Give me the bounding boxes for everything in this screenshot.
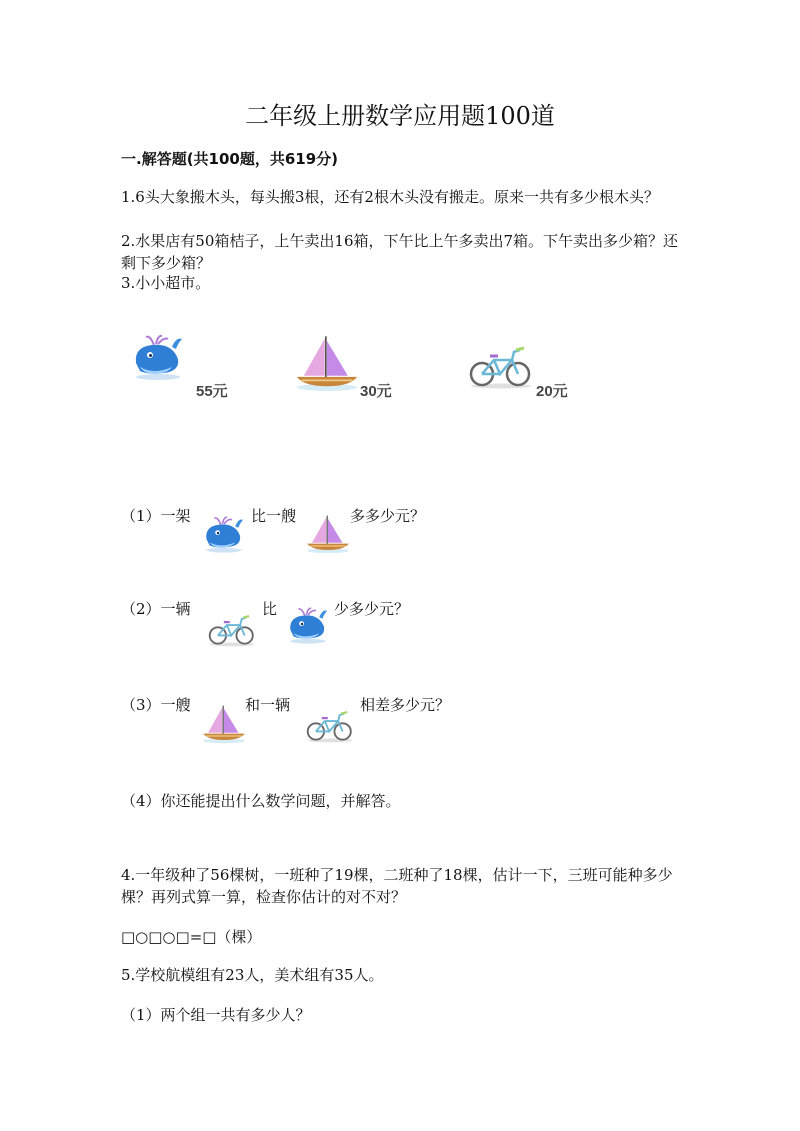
q3-2-part-a: （2）一辆 bbox=[121, 600, 191, 618]
q3-1-part-a: （1）一架 bbox=[121, 507, 191, 525]
question-4: 4.一年级种了56棵树，一班种了19棵，二班种了18棵，估计一下，三班可能种多少棵？再列式算一算，检查你估计的对不对？ bbox=[121, 866, 673, 906]
question-4-formula: □○□○□=□（棵） bbox=[121, 928, 262, 946]
sailboat-icon bbox=[304, 514, 352, 554]
q3-3-bike-image bbox=[304, 710, 356, 744]
bike-price: 20元 bbox=[536, 383, 568, 400]
q3-3-part-b: 和一辆 bbox=[245, 696, 291, 714]
q3-1-part-c: 多多少元？ bbox=[350, 507, 426, 525]
bicycle-icon bbox=[206, 614, 258, 648]
q3-4: （4）你还能提出什么数学问题，并解答。 bbox=[121, 792, 401, 810]
question-5: 5.学校航模组有23人，美术组有35人。 bbox=[121, 966, 384, 984]
q3-2-part-c: 少多少元？ bbox=[334, 600, 410, 618]
whale-icon bbox=[200, 515, 248, 555]
sailboat-icon bbox=[200, 704, 248, 744]
question-5-1: （1）两个组一共有多少人？ bbox=[121, 1006, 311, 1024]
sailboat-icon bbox=[292, 334, 362, 392]
whale-price: 55元 bbox=[196, 383, 228, 400]
page-title: 二年级上册数学应用题100道 bbox=[245, 102, 555, 130]
q3-2-whale-image bbox=[284, 606, 332, 646]
q3-3-part-a: （3）一艘 bbox=[121, 696, 191, 714]
sailboat-toy-image bbox=[292, 334, 362, 392]
question-2: 2.水果店有50箱桔子，上午卖出16箱，下午比上午多卖出7箱。下午卖出多少箱？还剩下多少箱？ bbox=[121, 232, 679, 272]
question-3: 3.小小超市。 bbox=[121, 274, 211, 292]
q3-1-boat-image bbox=[304, 514, 352, 554]
section-heading: 一.解答题(共100题，共619分) bbox=[121, 150, 339, 168]
whale-toy-image bbox=[128, 332, 188, 384]
q3-1-part-b: 比一艘 bbox=[251, 507, 297, 525]
q3-3-part-c: 相差多少元？ bbox=[360, 696, 451, 714]
question-1: 1.6头大象搬木头，每头搬3根，还有2根木头没有搬走。原来一共有多少根木头？ bbox=[121, 188, 659, 206]
bicycle-icon bbox=[466, 346, 536, 390]
q3-3-boat-image bbox=[200, 704, 248, 744]
whale-icon bbox=[128, 332, 188, 384]
q3-2-bike-image bbox=[206, 614, 258, 648]
boat-price: 30元 bbox=[360, 383, 392, 400]
bicycle-toy-image bbox=[466, 346, 536, 390]
q3-1-whale-image bbox=[200, 515, 248, 555]
whale-icon bbox=[284, 606, 332, 646]
bicycle-icon bbox=[304, 710, 356, 744]
q3-2-part-b: 比 bbox=[262, 600, 278, 618]
